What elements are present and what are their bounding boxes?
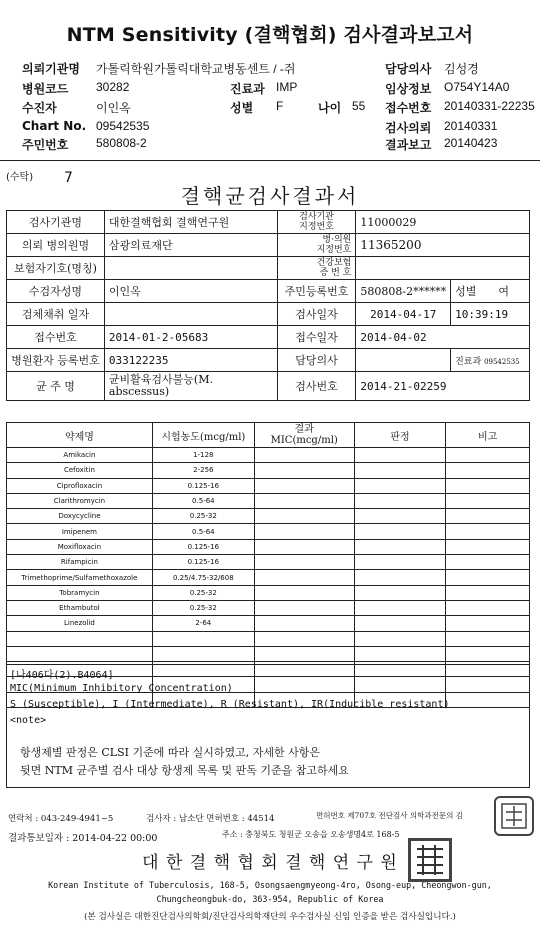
drug-name: Moxifloxacin — [7, 539, 153, 554]
col-header-remark: 비고 — [446, 423, 530, 448]
footer-org-kr: 대 한 결 핵 협 회 결 핵 연 구 원 — [142, 853, 398, 873]
test-range: 0.5-64 — [152, 524, 254, 539]
interpretation — [354, 478, 446, 493]
drug-name: Trimethoprime/Sulfamethoxazole — [7, 570, 153, 585]
mic-result — [254, 585, 354, 600]
remark — [446, 524, 530, 539]
footer-address-en-2: Chungcheongbuk-do, 363-954, Republic of Korea — [156, 894, 384, 904]
test-range: 0.25-32 — [152, 585, 254, 600]
grid-value: 2014-04-02 — [356, 326, 530, 349]
grid-label: 담당의사 — [277, 349, 356, 372]
interpretation — [354, 509, 446, 524]
mic-result — [254, 478, 354, 493]
antibiotic-row-empty — [7, 631, 530, 646]
sex-label: 성별 — [230, 101, 254, 115]
grid-label: 병원환자 등록번호 — [7, 349, 105, 372]
grid-value — [356, 349, 451, 372]
antibiotic-row — [7, 585, 530, 600]
grid-value: 여 — [498, 285, 509, 298]
department-value: IMP — [276, 80, 298, 94]
grid-value: 이인옥 — [104, 280, 277, 303]
mic-result — [254, 539, 354, 554]
drug-name: Linezolid — [7, 616, 153, 631]
drug-name: Ciprofloxacin — [7, 478, 153, 493]
grid-value: 대한결핵협회 결핵연구원 — [104, 211, 277, 234]
corner-mark: (수탁) — [6, 172, 34, 183]
drug-name: Imipenem — [7, 524, 153, 539]
antibiotic-row — [7, 539, 530, 554]
grid-value: 033122235 — [104, 349, 277, 372]
test-range: 0.25-32 — [152, 509, 254, 524]
grid-label: 검사기관 지정번호 — [277, 211, 356, 234]
interpretation — [354, 448, 446, 463]
empty-cell — [7, 646, 153, 661]
empty-cell — [152, 646, 254, 661]
drug-name: Amikacin — [7, 448, 153, 463]
drug-name: Clarithromycin — [7, 493, 153, 508]
seal-mark — [496, 798, 532, 834]
drug-name: Cefoxitin — [7, 463, 153, 478]
request-value: 20140331 — [444, 119, 498, 133]
receipt-no-value: 20140331-22235 — [444, 99, 535, 113]
empty-cell — [152, 631, 254, 646]
remark — [446, 478, 530, 493]
institution-value: 가톨릭학원가톨릭대학교병동센트 / -쥐 — [96, 62, 296, 76]
grid-sex-cell — [451, 280, 530, 303]
empty-cell — [446, 646, 530, 661]
col-header-mic: 결과 MIC(mcg/ml) — [254, 423, 354, 448]
remark — [446, 448, 530, 463]
footer-certify: (본 검사실은 대한진단검사의학회/진단검사의학재단의 우수검사실 신임 인증을 받은 검사실입니다.) — [84, 912, 456, 922]
doctor-value: 김성경 — [444, 62, 479, 76]
footer-phone: 연락처 : 043-249-4941~5 — [8, 814, 114, 824]
remark — [446, 555, 530, 570]
grid-value: 11365200 — [356, 234, 530, 257]
antibiotic-row — [7, 570, 530, 585]
antibiotic-row — [7, 463, 530, 478]
notes-line-1: 항생제별 판정은 CLSI 기준에 따라 실시하였고, 자세한 사항은 — [20, 746, 320, 759]
interpretation — [354, 463, 446, 478]
clinical-label: 임상정보 — [385, 82, 432, 96]
drug-name: Ethambutol — [7, 600, 153, 615]
corner-mark-2: 7 — [64, 170, 73, 186]
drug-name: Rifampicin — [7, 555, 153, 570]
mic-result — [254, 463, 354, 478]
grid-label: 접수일자 — [277, 326, 356, 349]
grid-label: 주민등록번호 — [277, 280, 356, 303]
antibiotic-row — [7, 600, 530, 615]
test-range: 0.5-64 — [152, 493, 254, 508]
notes-legend: S (Susceptible), I (Intermediate), R (Resistant), IR(Inducible resistant) — [10, 699, 450, 710]
remark — [446, 600, 530, 615]
empty-cell — [254, 631, 354, 646]
remark — [446, 463, 530, 478]
chart-label: Chart No. — [22, 119, 87, 133]
grid-value: 균비활육검사불능(M. abscessus) — [104, 372, 277, 401]
grid-value — [104, 303, 277, 326]
examinee-value: 이인옥 — [96, 101, 131, 115]
mic-result — [254, 600, 354, 615]
grid-dept-cell — [451, 349, 530, 372]
empty-cell — [254, 646, 354, 661]
grid-label: 검사번호 — [277, 372, 356, 401]
interpretation — [354, 493, 446, 508]
antibiotic-row — [7, 524, 530, 539]
grid-label: 검사일자 — [277, 303, 356, 326]
notes-tag: <note> — [10, 715, 47, 726]
grid-value: 2014-04-17 — [356, 303, 451, 326]
rrn-value: 580808-2 — [96, 136, 147, 150]
empty-cell — [446, 631, 530, 646]
department-label: 진료과 — [230, 82, 265, 96]
hospital-code-label: 병원코드 — [22, 82, 69, 96]
antibiotic-row-empty — [7, 646, 530, 661]
interpretation — [354, 555, 446, 570]
remark — [446, 539, 530, 554]
mic-result — [254, 570, 354, 585]
antibiotic-row — [7, 448, 530, 463]
age-label: 나이 — [318, 101, 342, 115]
mic-result — [254, 493, 354, 508]
report-label: 결과보고 — [385, 138, 432, 152]
examinee-label: 수진자 — [22, 101, 57, 115]
interpretation — [354, 539, 446, 554]
empty-cell — [354, 631, 446, 646]
test-range: 0.25/4.75-32/608 — [152, 570, 254, 585]
square-seal — [408, 838, 452, 882]
grid-label: 균 주 명 — [7, 372, 105, 401]
report-title: NTM Sensitivity (결핵협회) 검사결과보고서 — [66, 24, 474, 46]
round-seal — [494, 796, 534, 836]
mic-result — [254, 448, 354, 463]
test-range: 1-128 — [152, 448, 254, 463]
mic-result — [254, 616, 354, 631]
footer-examiner: 검사자 : 남소단 면허번호 : 44514 — [146, 814, 275, 824]
antibiotic-row — [7, 478, 530, 493]
grid-label: 건강보험 증 번 호 — [277, 257, 356, 280]
grid-label: 검체채취 일자 — [7, 303, 105, 326]
test-range: 0.125-16 — [152, 478, 254, 493]
notes-code: [나406다(2).B4064] — [10, 670, 114, 681]
grid-value: 삼광의료재단 — [104, 234, 277, 257]
institution-label: 의뢰기관명 — [22, 62, 80, 76]
antibiotic-row — [7, 616, 530, 631]
test-range: 0.125-16 — [152, 555, 254, 570]
interpretation — [354, 570, 446, 585]
remark — [446, 509, 530, 524]
mic-result — [254, 524, 354, 539]
report-value: 20140423 — [444, 136, 498, 150]
interpretation — [354, 524, 446, 539]
grid-value: 2014-21-02259 — [356, 372, 530, 401]
seal-mark — [411, 841, 449, 879]
test-range: 2-64 — [152, 616, 254, 631]
grid-value: 2014-01-2-05683 — [104, 326, 277, 349]
clinical-value: O754Y14A0 — [444, 80, 510, 94]
header-divider — [0, 160, 540, 161]
hospital-code-value: 30282 — [96, 80, 130, 94]
grid-label: 의뢰 병의원명 — [7, 234, 105, 257]
interpretation — [354, 600, 446, 615]
footer-license: 면허번호 제707호 전단검사 의학과전문의 김 — [316, 811, 464, 820]
mic-result — [254, 509, 354, 524]
col-header-drug: 약제명 — [7, 423, 153, 448]
rrn-label: 주민번호 — [22, 138, 69, 152]
remark — [446, 585, 530, 600]
age-value: 55 — [352, 99, 366, 113]
grid-value: 09542535 — [484, 357, 520, 366]
doc-title: 결핵균검사결과서 — [180, 184, 360, 208]
receipt-no-label: 접수번호 — [385, 101, 432, 115]
remark — [446, 616, 530, 631]
grid-label: 보험자기호(명칭) — [7, 257, 105, 280]
grid-label: 성별 — [455, 285, 477, 298]
antibiotic-row — [7, 555, 530, 570]
test-range: 0.25-32 — [152, 600, 254, 615]
grid-value: 580808-2****** — [356, 280, 451, 303]
col-header-interpretation: 판정 — [354, 423, 446, 448]
footer-report-date: 결과통보일자 : 2014-04-22 00:00 — [8, 833, 158, 844]
doctor-label: 담당의사 — [385, 62, 432, 76]
chart-value: 09542535 — [96, 119, 150, 133]
notes-line-2: 뒷면 NTM 균주별 검사 대상 항생제 목록 및 판독 기준을 참고하세요 — [20, 764, 349, 777]
sex-value: F — [276, 99, 284, 113]
drug-name: Tobramycin — [7, 585, 153, 600]
grid-value: 10:39:19 — [451, 303, 530, 326]
antibiotic-row — [7, 493, 530, 508]
interpretation — [354, 585, 446, 600]
interpretation — [354, 616, 446, 631]
notes-mic: MIC(Minimum Inhibitory Concentration) — [10, 683, 233, 694]
grid-label: 진료과 — [455, 356, 482, 367]
grid-label: 수검자성명 — [7, 280, 105, 303]
col-header-concentration: 시험농도(mcg/ml) — [152, 423, 254, 448]
drug-name: Doxycycline — [7, 509, 153, 524]
empty-cell — [7, 631, 153, 646]
request-label: 검사의뢰 — [385, 121, 432, 135]
grid-value — [356, 257, 530, 280]
test-range: 0.125-16 — [152, 539, 254, 554]
grid-label: 접수번호 — [7, 326, 105, 349]
empty-cell — [354, 646, 446, 661]
grid-value: 11000029 — [356, 211, 530, 234]
patient-info-grid — [6, 210, 530, 401]
grid-label: 검사기관명 — [7, 211, 105, 234]
mic-result — [254, 555, 354, 570]
antibiotic-row — [7, 509, 530, 524]
remark — [446, 493, 530, 508]
test-range: 2-256 — [152, 463, 254, 478]
footer-address-en-1: Korean Institute of Tuberculosis, 168-5, Osongsaengmyeong-4ro, Osong-eup, Cheongwon-gun, — [48, 880, 492, 890]
footer-address-kr: 주소 : 충청북도 청원군 오송읍 오송생명4로 168-5 — [222, 830, 400, 839]
grid-label: 병·의원 지정번호 — [277, 234, 356, 257]
remark — [446, 570, 530, 585]
grid-value — [104, 257, 277, 280]
